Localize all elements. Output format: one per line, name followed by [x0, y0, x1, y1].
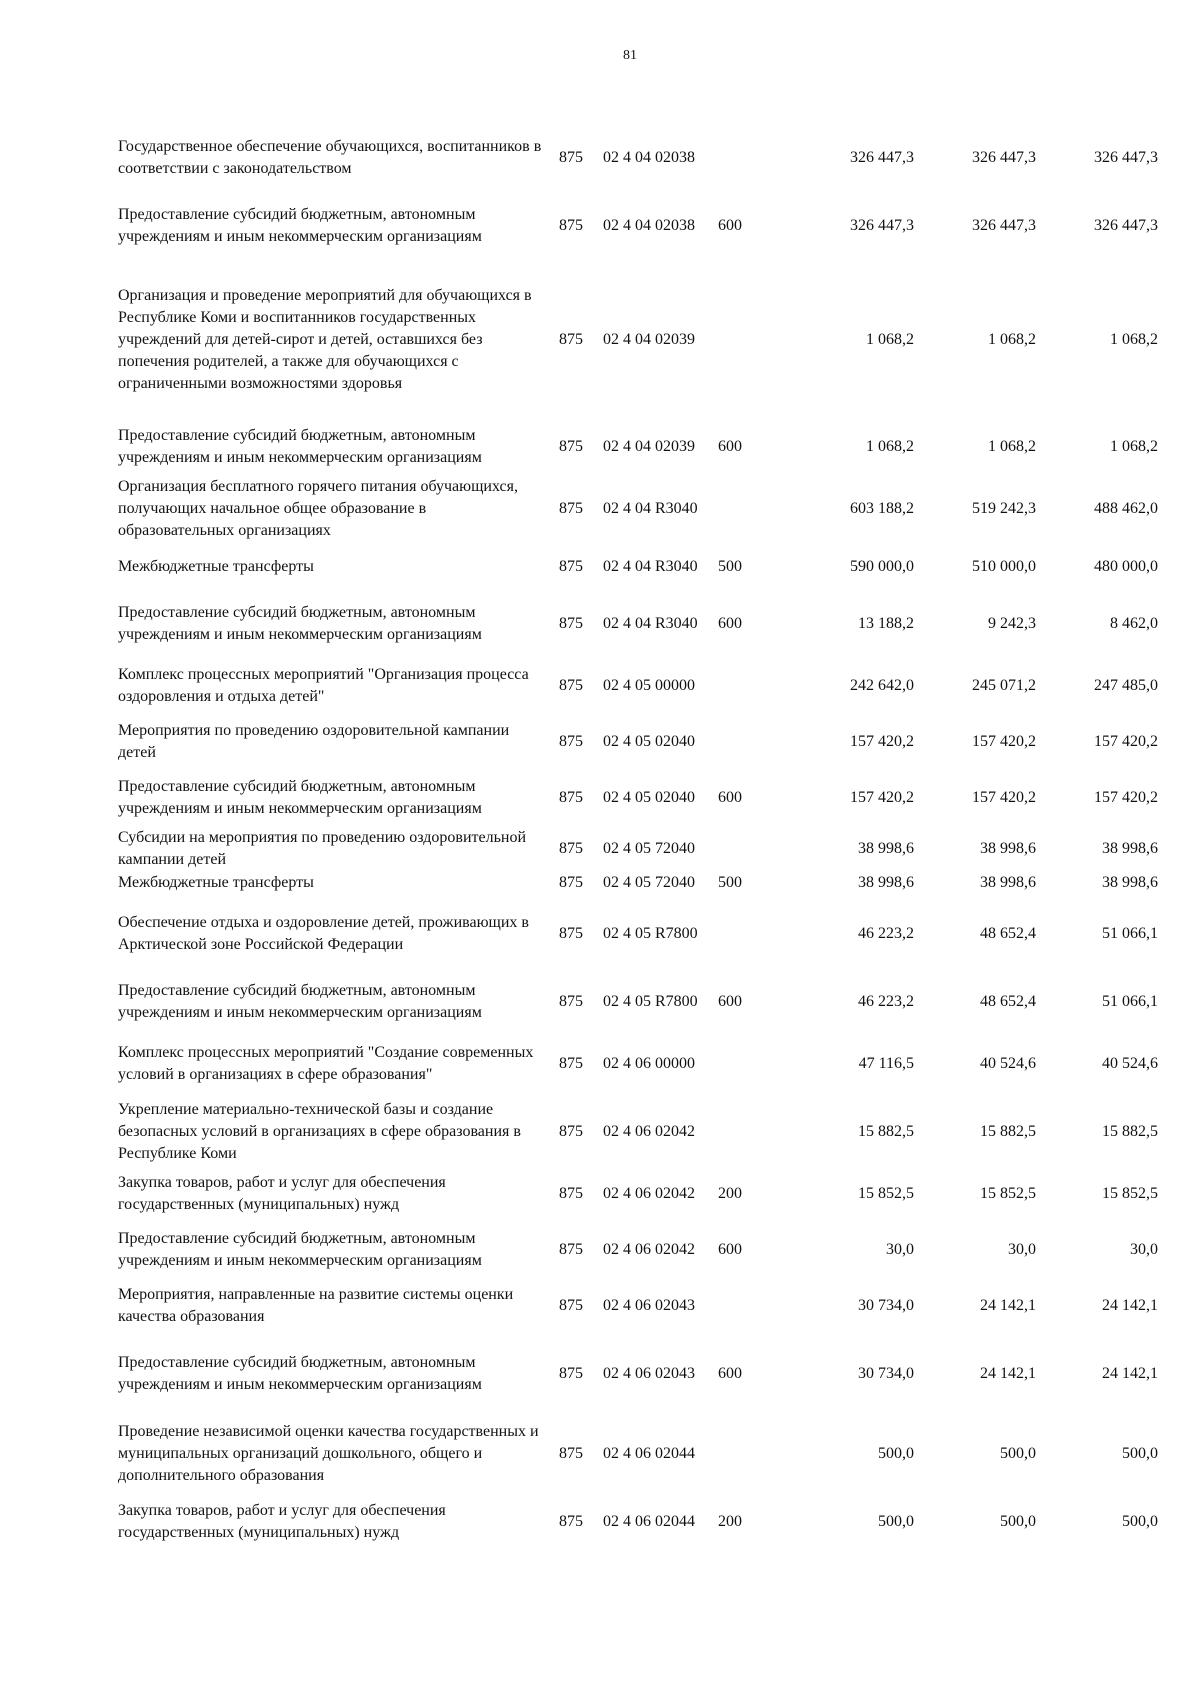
table-body [118, 124, 1158, 1550]
row-amount-year2: 48 652,4 [980, 925, 1036, 942]
table-row [118, 872, 1158, 894]
row-name: Предоставление субсидий бюджетным, автономным учреждениям и иным некоммерческим организациям [118, 604, 482, 643]
row-gov-code: 875 [559, 1055, 583, 1072]
row-target-article: 02 4 04 R3040 [603, 500, 698, 517]
row-name: Обеспечение отдыха и оздоровление детей, проживающих в Арктической зоне Российской Федерации [118, 914, 529, 953]
table-row [118, 1334, 1158, 1414]
row-amount-year3: 51 066,1 [1102, 925, 1158, 942]
row-amount-year1: 15 882,5 [858, 1123, 914, 1140]
table-row [118, 544, 1158, 590]
row-target-article: 02 4 04 02038 [603, 217, 695, 234]
row-target-article: 02 4 05 72040 [603, 874, 695, 891]
row-name: Предоставление субсидий бюджетным, автономным учреждениям и иным некоммерческим организациям [118, 982, 482, 1021]
row-amount-year3: 500,0 [1122, 1513, 1158, 1530]
row-amount-year3: 15 882,5 [1102, 1123, 1158, 1140]
row-name: Организация бесплатного горячего питания обучающихся, получающих начальное общее образование в образовательных организациях [118, 478, 518, 539]
row-name: Закупка товаров, работ и услуг для обеспечения государственных (муниципальных) нужд [118, 1502, 446, 1541]
table-row [118, 1222, 1158, 1278]
row-expense-type [718, 1098, 762, 1166]
row-amount-year2: 1 068,2 [988, 438, 1036, 455]
row-expense-type [718, 826, 762, 872]
table-row [118, 714, 1158, 770]
row-target-article: 02 4 04 02039 [603, 331, 695, 348]
row-name: Комплекс процессных мероприятий "Создание современных условий в организациях в сфере образования" [118, 1044, 534, 1083]
row-amount-year1: 603 188,2 [850, 500, 914, 517]
row-gov-code: 875 [559, 1445, 583, 1462]
table-row [118, 124, 1158, 192]
row-name: Мероприятия, направленные на развитие системы оценки качества образования [118, 1286, 514, 1325]
row-amount-year3: 38 998,6 [1102, 874, 1158, 891]
row-gov-code: 875 [559, 733, 583, 750]
row-amount-year1: 326 447,3 [850, 217, 914, 234]
row-amount-year1: 38 998,6 [858, 840, 914, 857]
row-amount-year2: 245 071,2 [972, 677, 1036, 694]
row-amount-year3: 51 066,1 [1102, 993, 1158, 1010]
row-amount-year1: 157 420,2 [850, 733, 914, 750]
row-amount-year1: 47 116,5 [858, 1055, 914, 1072]
table-row [118, 192, 1158, 260]
row-target-article: 02 4 06 02042 [603, 1241, 695, 1258]
row-amount-year2: 38 998,6 [980, 840, 1036, 857]
row-amount-year3: 24 142,1 [1102, 1297, 1158, 1314]
row-gov-code: 875 [559, 558, 583, 575]
row-name: Закупка товаров, работ и услуг для обеспечения государственных (муниципальных) нужд [118, 1174, 446, 1213]
row-amount-year3: 488 462,0 [1094, 500, 1158, 517]
table-row [118, 1030, 1158, 1098]
row-amount-year1: 1 068,2 [866, 438, 914, 455]
table-row [118, 658, 1158, 714]
row-amount-year2: 510 000,0 [972, 558, 1036, 575]
row-amount-year2: 15 852,5 [980, 1185, 1036, 1202]
row-gov-code: 875 [559, 438, 583, 455]
table-row [118, 1278, 1158, 1334]
row-gov-code: 875 [559, 1185, 583, 1202]
row-target-article: 02 4 05 R7800 [603, 993, 698, 1010]
row-amount-year2: 38 998,6 [980, 874, 1036, 891]
row-target-article: 02 4 06 02044 [603, 1513, 695, 1530]
row-expense-type: 600 [718, 789, 742, 806]
row-amount-year1: 242 642,0 [850, 677, 914, 694]
row-amount-year2: 326 447,3 [972, 149, 1036, 166]
row-amount-year1: 157 420,2 [850, 789, 914, 806]
row-amount-year3: 38 998,6 [1102, 840, 1158, 857]
table-row [118, 1494, 1158, 1550]
row-expense-type [718, 260, 762, 420]
row-amount-year3: 247 485,0 [1094, 677, 1158, 694]
row-expense-type: 600 [718, 993, 742, 1010]
table-row [118, 260, 1158, 420]
table-row [118, 826, 1158, 872]
row-target-article: 02 4 04 02038 [603, 149, 695, 166]
row-expense-type [718, 474, 762, 544]
table-row [118, 894, 1158, 974]
row-amount-year2: 15 882,5 [980, 1123, 1036, 1140]
row-name: Организация и проведение мероприятий для обучающихся в Республике Коми и воспитанников государственных учреждений для детей-сирот и детей, оставшихся без попечения родителей, а также для обучающихся с ограниченными возможностями здоровья [118, 287, 532, 392]
row-name: Предоставление субсидий бюджетным, автономным учреждениям и иным некоммерческим организациям [118, 778, 482, 817]
row-amount-year1: 46 223,2 [858, 993, 914, 1010]
row-name: Предоставление субсидий бюджетным, автономным учреждениям и иным некоммерческим организациям [118, 1354, 482, 1393]
row-amount-year1: 46 223,2 [858, 925, 914, 942]
row-amount-year2: 157 420,2 [972, 733, 1036, 750]
row-amount-year1: 13 188,2 [858, 615, 914, 632]
row-amount-year3: 8 462,0 [1110, 615, 1158, 632]
row-expense-type [718, 1030, 762, 1098]
row-gov-code: 875 [559, 615, 583, 632]
row-target-article: 02 4 05 00000 [603, 677, 695, 694]
row-amount-year2: 500,0 [1000, 1445, 1036, 1462]
row-expense-type: 200 [718, 1185, 742, 1202]
row-amount-year1: 30,0 [886, 1241, 914, 1258]
row-gov-code: 875 [559, 993, 583, 1010]
table-row [118, 590, 1158, 658]
row-amount-year3: 15 852,5 [1102, 1185, 1158, 1202]
row-gov-code: 875 [559, 925, 583, 942]
row-amount-year3: 480 000,0 [1094, 558, 1158, 575]
row-amount-year3: 157 420,2 [1094, 789, 1158, 806]
row-expense-type: 600 [718, 1241, 742, 1258]
row-amount-year2: 9 242,3 [988, 615, 1036, 632]
row-expense-type: 600 [718, 438, 742, 455]
row-name: Мероприятия по проведению оздоровительной кампании детей [118, 722, 510, 761]
row-amount-year1: 15 852,5 [858, 1185, 914, 1202]
row-gov-code: 875 [559, 331, 583, 348]
row-expense-type: 600 [718, 615, 742, 632]
row-amount-year2: 30,0 [1008, 1241, 1036, 1258]
row-amount-year1: 30 734,0 [858, 1297, 914, 1314]
row-amount-year2: 519 242,3 [972, 500, 1036, 517]
row-amount-year3: 157 420,2 [1094, 733, 1158, 750]
row-gov-code: 875 [559, 1123, 583, 1140]
row-name: Межбюджетные трансферты [118, 558, 314, 575]
row-name: Укрепление материально-технической базы и создание безопасных условий в организациях в сфере образования в Республике Коми [118, 1101, 521, 1162]
row-target-article: 02 4 06 02043 [603, 1365, 695, 1382]
row-gov-code: 875 [559, 1297, 583, 1314]
row-gov-code: 875 [559, 1513, 583, 1530]
row-gov-code: 875 [559, 789, 583, 806]
row-amount-year3: 326 447,3 [1094, 217, 1158, 234]
row-target-article: 02 4 05 R7800 [603, 925, 698, 942]
row-amount-year3: 1 068,2 [1110, 438, 1158, 455]
row-target-article: 02 4 04 R3040 [603, 558, 698, 575]
row-amount-year2: 24 142,1 [980, 1365, 1036, 1382]
row-name: Межбюджетные трансферты [118, 874, 314, 891]
table-row [118, 420, 1158, 474]
row-gov-code: 875 [559, 874, 583, 891]
row-expense-type [718, 1278, 762, 1334]
row-target-article: 02 4 06 02042 [603, 1123, 695, 1140]
row-gov-code: 875 [559, 500, 583, 517]
row-target-article: 02 4 04 R3040 [603, 615, 698, 632]
row-name: Предоставление субсидий бюджетным, автономным учреждениям и иным некоммерческим организациям [118, 1230, 482, 1269]
row-target-article: 02 4 06 02043 [603, 1297, 695, 1314]
row-target-article: 02 4 06 00000 [603, 1055, 695, 1072]
row-amount-year1: 30 734,0 [858, 1365, 914, 1382]
row-amount-year2: 1 068,2 [988, 331, 1036, 348]
row-amount-year1: 590 000,0 [850, 558, 914, 575]
row-gov-code: 875 [559, 1365, 583, 1382]
table-row [118, 770, 1158, 826]
row-target-article: 02 4 04 02039 [603, 438, 695, 455]
row-amount-year1: 38 998,6 [858, 874, 914, 891]
row-amount-year2: 24 142,1 [980, 1297, 1036, 1314]
row-amount-year1: 500,0 [878, 1513, 914, 1530]
table-row [118, 474, 1158, 544]
row-expense-type [718, 894, 762, 974]
row-target-article: 02 4 05 02040 [603, 789, 695, 806]
row-amount-year3: 24 142,1 [1102, 1365, 1158, 1382]
row-gov-code: 875 [559, 840, 583, 857]
row-amount-year1: 500,0 [878, 1445, 914, 1462]
table-row [118, 1414, 1158, 1494]
row-amount-year2: 500,0 [1000, 1513, 1036, 1530]
row-expense-type [718, 658, 762, 714]
page-number: 81 [623, 48, 637, 63]
row-amount-year3: 1 068,2 [1110, 331, 1158, 348]
row-amount-year3: 30,0 [1130, 1241, 1158, 1258]
row-amount-year2: 40 524,6 [980, 1055, 1036, 1072]
row-gov-code: 875 [559, 149, 583, 166]
row-amount-year3: 326 447,3 [1094, 149, 1158, 166]
row-expense-type: 500 [718, 558, 742, 575]
row-amount-year1: 1 068,2 [866, 331, 914, 348]
table-row [118, 1098, 1158, 1166]
row-amount-year3: 40 524,6 [1102, 1055, 1158, 1072]
row-expense-type [718, 714, 762, 770]
row-amount-year3: 500,0 [1122, 1445, 1158, 1462]
row-amount-year2: 157 420,2 [972, 789, 1036, 806]
row-expense-type: 600 [718, 217, 742, 234]
row-name: Проведение независимой оценки качества государственных и муниципальных организаций дошкольного, общего и дополнительного образования [118, 1423, 539, 1484]
row-amount-year2: 326 447,3 [972, 217, 1036, 234]
row-name: Государственное обеспечение обучающихся, воспитанников в соответствии с законодательством [118, 138, 542, 177]
row-amount-year1: 326 447,3 [850, 149, 914, 166]
row-target-article: 02 4 05 72040 [603, 840, 695, 857]
row-name: Комплекс процессных мероприятий "Организация процесса оздоровления и отдыха детей" [118, 666, 529, 705]
row-expense-type: 200 [718, 1513, 742, 1530]
row-name: Предоставление субсидий бюджетным, автономным учреждениям и иным некоммерческим организациям [118, 206, 482, 245]
row-target-article: 02 4 06 02042 [603, 1185, 695, 1202]
row-target-article: 02 4 05 02040 [603, 733, 695, 750]
row-expense-type: 500 [718, 874, 742, 891]
row-expense-type: 600 [718, 1365, 742, 1382]
row-gov-code: 875 [559, 677, 583, 694]
row-expense-type [718, 124, 762, 192]
table-row [118, 1166, 1158, 1222]
row-gov-code: 875 [559, 217, 583, 234]
budget-table [118, 124, 1158, 1550]
row-name: Субсидии на мероприятия по проведению оздоровительной кампании детей [118, 829, 527, 868]
row-expense-type [718, 1414, 762, 1494]
row-name: Предоставление субсидий бюджетным, автономным учреждениям и иным некоммерческим организациям [118, 427, 482, 466]
table-row [118, 974, 1158, 1030]
row-amount-year2: 48 652,4 [980, 993, 1036, 1010]
row-gov-code: 875 [559, 1241, 583, 1258]
row-target-article: 02 4 06 02044 [603, 1445, 695, 1462]
